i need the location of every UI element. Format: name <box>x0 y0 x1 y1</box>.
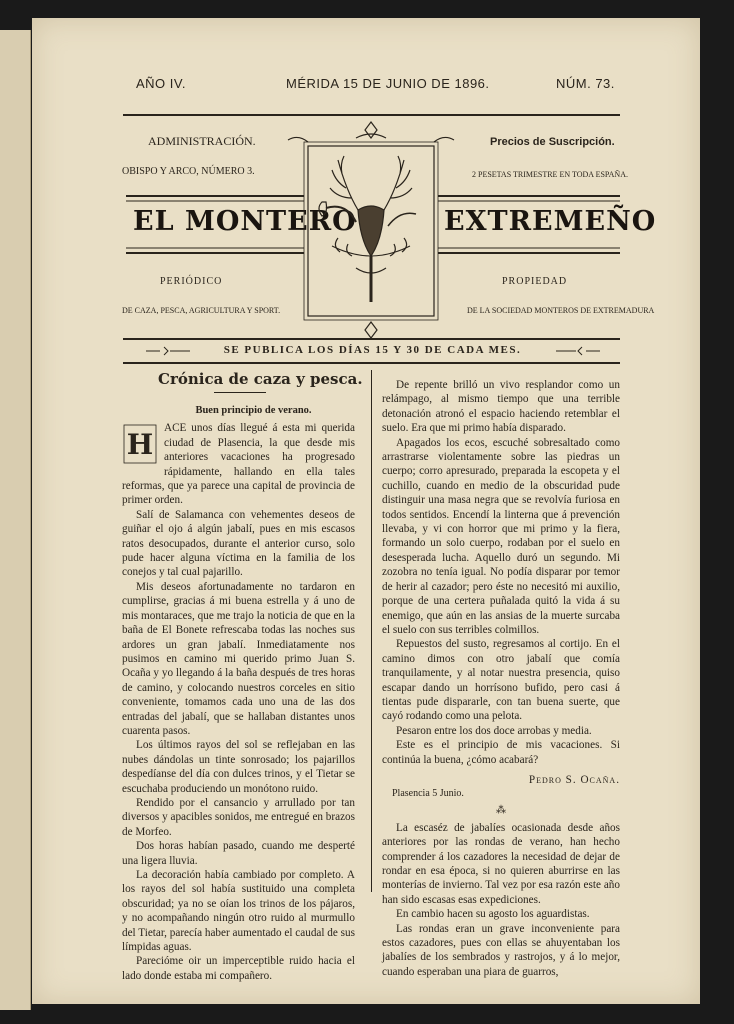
issue-number: NÚM. 73. <box>556 76 615 91</box>
tagline-ornament-left-icon <box>146 346 190 356</box>
article-subtitle: Buen principio de verano. <box>195 405 312 416</box>
title-right: EXTREMEÑO <box>444 206 657 237</box>
article-place-date: Plasencia 5 Junio. <box>392 788 464 800</box>
article-title: Crónica de caza y pesca. <box>158 370 363 388</box>
right-paragraph-2: Apagados los ecos, escuché sobresaltado como arrastrarse violentamente sobre las piedras un cuerpo; corro apresurado, preparada la escopeta y el cuchillo, cuando en medio de la obscuridad pude distinguir una masa negra que se revolvía furiosa en todos sentidos. Encendí la linterna que á prevención llevaba, y vi con horror que mi primo y la fiera, formando un solo cuerpo, rodaban por el suelo en desesperada lucha. Aquello duró un segundo. Mi zozobra no tenía igual. No podía disparar por temor de herir al cazador; pero éste no necesitó mi auxilio, porque de una certera puñalada quitó la vida á su enemigo, que aún en las ansias de la muerte surcaba el suelo con sus terribles colmillos. <box>382 436 620 636</box>
periodico-desc: DE CAZA, PESCA, AGRICULTURA Y SPORT. <box>122 306 281 315</box>
publication-tagline: SE PUBLICA LOS DÍAS 15 Y 30 DE CADA MES. <box>223 344 522 356</box>
right-paragraph-4: Pesaron entre los dos doce arrobas y media. <box>396 724 592 737</box>
left-paragraph-5: Rendido por el cansancio y arrullado por tan diversos y apacibles sonidos, me entregué en brazos de Morfeo. <box>122 796 356 838</box>
stag-head-emblem-icon <box>286 118 456 338</box>
header-rule <box>123 114 620 116</box>
issue-date: MÉRIDA 15 DE JUNIO DE 1896. <box>286 76 490 91</box>
admin-address: OBISPO Y ARCO, NÚMERO 3. <box>122 166 255 177</box>
right-paragraph-6: La escaséz de jabalíes ocasionada desde años anteriores por las rondas de verano, han hecho comprender á los cazadores la necesidad de dejar de rondar en esa época, si no quieren aburrirse en las monterías de invierno. Tal vez por esa razón este año han sido escasas esas expediciones. <box>382 821 620 906</box>
left-paragraph-3: Mis deseos afortunadamente no tardaron en cumplirse, gracias á mi buena estrella y á uno de mis montaraces, que me trajo la noticia de que en la baña de El Bonete refrescaba todas las noches sus ardores un gran jabalí. Inmediatamente nos pusimos en camino mi querido primo Juan S. Ocaña y yo llegando á la baña después de tres horas de camino, y colocando nuestros corceles en sitio conveniente, tomamos cada uno una de las dos entradas del jabalí, que se hallaban distantes unos cuarenta pasos. <box>122 580 355 737</box>
right-paragraph-5: Este es el principio de mis vacaciones. Si continúa la buena, ¿cómo acabará? <box>382 739 620 766</box>
prices-value: 2 PESETAS TRIMESTRE EN TODA ESPAÑA. <box>472 170 628 179</box>
right-paragraph-1: De repente brilló un vivo resplandor como un relámpago, al mismo tiempo que una terrible detonación atronó el espacio haciendo retemblar el suelo. Era que mi primo había disparado. <box>382 379 620 435</box>
issue-header <box>100 76 620 98</box>
tagline-ornament-right-icon <box>556 346 600 356</box>
right-paragraph-7: En cambio hacen su agosto los aguardistas. <box>396 908 590 921</box>
left-paragraph-1: ACE unos días llegué á esta mi querida ciudad de Plasencia, la que desde mis anteriores vacaciones ha progresado rápidamente, hallando en ella tales reformas, que ya parece una capital de provincia de primer orden. <box>122 422 355 507</box>
dropcap-letter: H <box>126 428 154 462</box>
periodico-label: PERIÓDICO <box>160 276 223 287</box>
article-signature: Pedro S. Ocaña. <box>528 773 620 786</box>
tagline-rule-bottom <box>123 362 620 364</box>
right-paragraph-3: Repuestos del susto, regresamos al cortijo. En el camino dimos con otro jabalí que comía tranquilamente, y al notar nuestra presencia, quiso escapar dando un horrísono bufido, pero casi á tientas pude dispararle, con tan buena suerte, que cayó rodando como una pelota. <box>382 638 620 723</box>
prices-label: Precios de Suscripción. <box>490 136 615 148</box>
admin-label: ADMINISTRACIÓN. <box>148 134 256 148</box>
left-paragraph-2: Salí de Salamanca con vehementes deseos de guiñar el ojo á algún jabalí, pues en mis escasos ratos desocupados, durante el anterior curso, solo pude hacer alguna víctima en la familia de los conejos y tal cual pajarillo. <box>122 508 355 579</box>
title-left: EL MONTERO <box>133 206 357 237</box>
right-paragraph-8: Las rondas eran un grave inconveniente para estos cazadores, pues con ellas se ahuyentaban los jabalíes de los sembrados y rastrojos, y á lo mejor, cuando esperaban una piara de guarros, <box>382 922 620 978</box>
left-paragraph-8: Parecióme oir un imperceptible ruido hacia el lado donde estaba mi compañero. <box>122 955 355 982</box>
left-paragraph-6: Dos horas habían pasado, cuando me desperté una ligera lluvia. <box>122 840 355 867</box>
left-paragraph-7: La decoración había cambiado por completo. A los rayos del sol había sustituido una completa obscuridad; ya no se oían los trinos de los pájaros, y no acompañando ningún otro ruido al murmullo del Tietar, parecía haber aumentado el caudal de sus límpidas aguas. <box>122 869 355 954</box>
ornamental-dropcap-icon <box>122 423 158 465</box>
title-underline <box>214 392 266 393</box>
facing-page-edge <box>0 30 31 1010</box>
propiedad-label: PROPIEDAD <box>502 276 568 287</box>
right-column <box>382 378 620 979</box>
tagline-rule-top <box>123 338 620 340</box>
propiedad-desc: DE LA SOCIEDAD MONTEROS DE EXTREMADURA <box>467 306 655 315</box>
left-column <box>122 404 355 983</box>
issue-year: AÑO IV. <box>136 76 186 91</box>
section-separator-stars: ⁂ <box>496 804 506 816</box>
column-divider <box>371 370 372 892</box>
left-paragraph-4: Los últimos rayos del sol se reflejaban en las nubes dándolas un tinte sonrosado; los pajarillos despedíanse del día con dulces trinos, y el Tietar se escuchaba produciendo un monótono ruido. <box>122 739 355 795</box>
